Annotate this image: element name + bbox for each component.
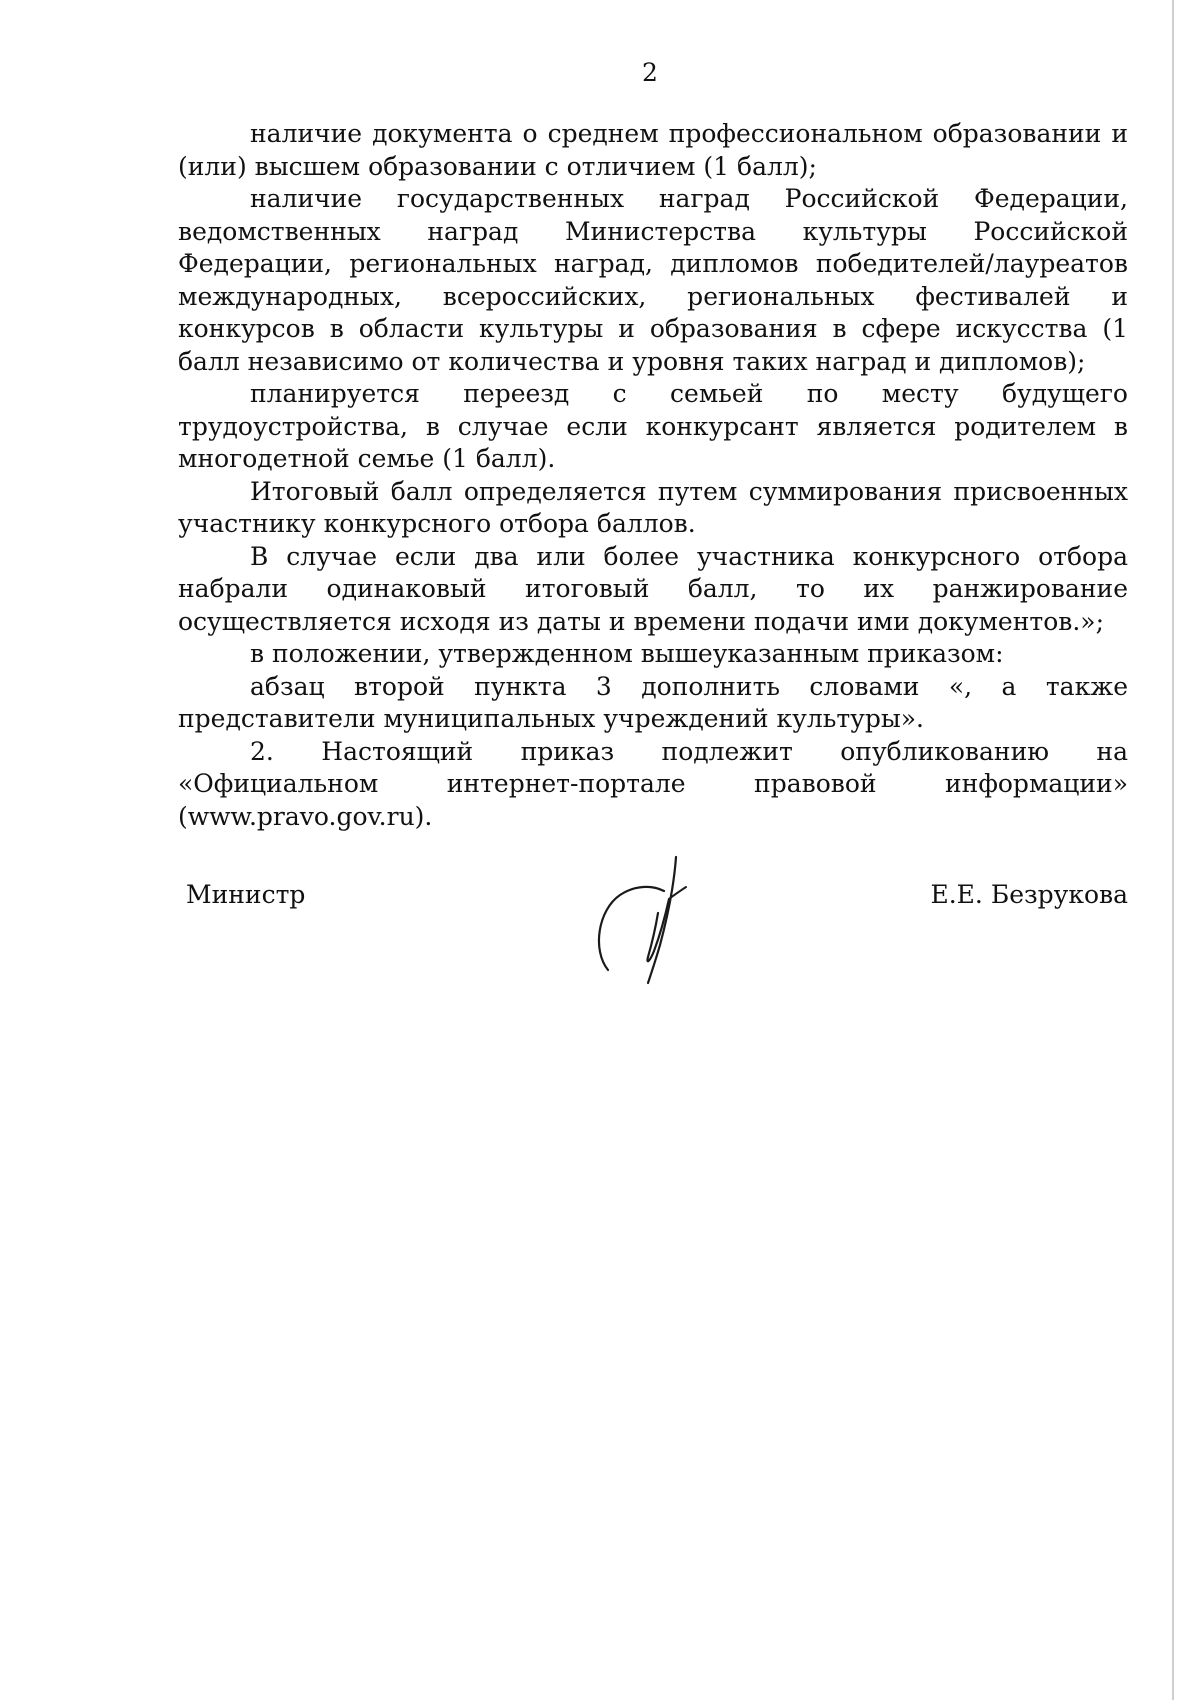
paragraph: наличие государственных наград Российской Федерации, ведомственных наград Министерства культуры Российской Федерации, региональных наград, дипломов победителей/лауреатов международных, всероссийских, региональных фестивалей и конкурсов в области культуры и образования в сфере искусства (1 балл независимо от количества и уровня таких наград и дипломов); xyxy=(178,184,1128,376)
paragraph: планируется переезд с семьей по месту будущего трудоустройства, в случае если конкурсант является родителем в многодетной семье (1 балл). xyxy=(178,379,1128,473)
page-edge-line xyxy=(1172,0,1174,1700)
page-number: 2 xyxy=(642,58,658,87)
document-body xyxy=(178,118,1128,833)
paragraph: наличие документа о среднем профессиональном образовании и (или) высшем образовании с отличием (1 балл); xyxy=(178,119,1128,181)
paragraph: Итоговый балл определяется путем суммирования присвоенных участнику конкурсного отбора баллов. xyxy=(178,476,1128,538)
signatory-title: Министр xyxy=(186,880,306,909)
signatory-name: Е.Е. Безрукова xyxy=(930,880,1128,909)
signature-icon xyxy=(590,855,700,985)
paragraph: в положении, утвержденном вышеуказанным приказом: xyxy=(250,639,1004,668)
paragraph: В случае если два или более участника конкурсного отбора набрали одинаковый итоговый балл, то их ранжирование осуществляется исходя из даты и времени подачи ими документов.»; xyxy=(178,541,1128,636)
paragraph: абзац второй пункта 3 дополнить словами «, а также представители муниципальных учреждений культуры». xyxy=(178,671,1128,733)
paragraph: 2. Настоящий приказ подлежит опубликованию на «Официальном интернет-портале правовой информации» (www.pravo.gov.ru). xyxy=(178,736,1128,831)
